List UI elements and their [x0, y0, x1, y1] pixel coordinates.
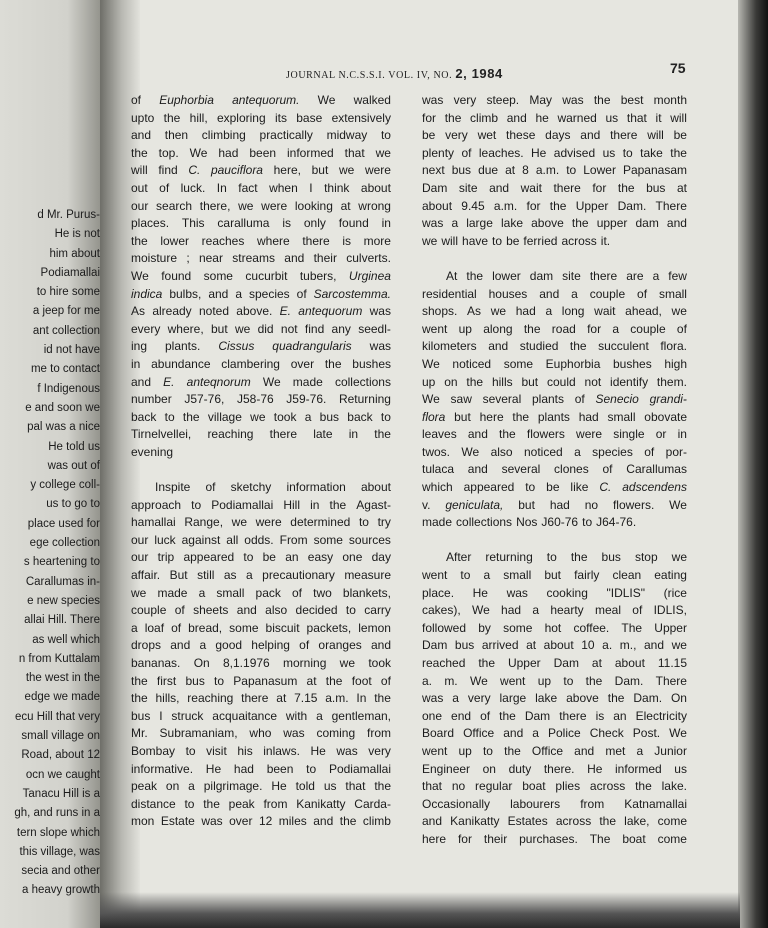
text-line: the hills, reaching there at 7.15 a.m. In the	[131, 691, 391, 706]
text-line: affair. But still as a precautionary measure	[131, 568, 391, 583]
left-page-line: pal was a nice	[27, 421, 100, 434]
text-line: that no regular boat plies across the lake.	[422, 779, 687, 794]
text-column-2	[422, 92, 687, 849]
text-line: couple of sheets and also decided to carry	[131, 603, 391, 618]
left-page-line: n from Kuttalam	[18, 652, 100, 665]
left-page-line: s heartening to	[23, 556, 100, 569]
text-line: went up to the Office and met a Junior	[422, 743, 687, 758]
text-line: shops. As we had a long wait ahead, we	[422, 304, 687, 319]
text-line: number J57-76, J58-76 J59-76. Returning	[131, 392, 391, 407]
left-page-line: He told us	[48, 440, 100, 453]
text-line: we will have to be ferried across it.	[422, 233, 611, 248]
text-line: Inspite of sketchy information about	[155, 480, 391, 495]
text-line: out of luck. In fact when I think about	[131, 180, 391, 195]
left-page-line: Carallumas in-	[25, 575, 100, 588]
left-page-line: Road, about 12	[21, 749, 100, 762]
paragraph-gap	[131, 461, 391, 479]
page-number: 75	[670, 60, 686, 76]
text-line: went up along the road for a couple of	[422, 321, 687, 336]
text-line: bus I struck acquaitance with a gentleman,	[131, 708, 391, 723]
left-page	[0, 0, 112, 928]
text-line: for the climb and he warned us that it will	[422, 110, 687, 125]
text-line: a. m. We went up to the Dam. There	[422, 673, 687, 688]
left-page-text	[0, 206, 100, 901]
text-line: As already noted above. E. antequorum was	[131, 304, 391, 319]
text-line: a loaf of bread, some biscuit packets, lemon	[131, 620, 391, 635]
text-line: about 9.45 a.m. for the Upper Dam. There	[422, 198, 687, 213]
left-page-line: e new species	[27, 594, 100, 607]
text-line: here for their purchases. The boat come	[422, 831, 687, 846]
text-line: flora but here the plants had small obovate	[422, 409, 687, 424]
text-line: made collections Nos J60-76 to J64-76.	[422, 515, 637, 530]
left-page-line: y college coll-	[30, 479, 100, 492]
left-page-line: us to go to	[46, 498, 100, 511]
text-line: and E. anteqnorum We made collections	[131, 374, 391, 389]
text-line: cakes), We had a hearty meal of IDLIS,	[422, 603, 687, 618]
text-line: be very wet these days and there will be	[422, 128, 687, 143]
text-line: We noticed some Euphorbia bushes high	[422, 356, 687, 371]
text-line: our search there, we were looking at wrong	[131, 198, 391, 213]
left-page-line: ocn we caught	[25, 768, 100, 781]
text-line: mon Estate was over 12 miles and the climb	[131, 814, 391, 829]
left-page-line: f Indigenous	[37, 382, 100, 395]
text-line: We saw several plants of Senecio grandi-	[422, 392, 687, 407]
text-line: the lower reaches where there is more	[131, 233, 391, 248]
text-line: residential houses and a couple of small	[422, 286, 687, 301]
left-page-line: a heavy growth	[22, 884, 100, 897]
text-line: place. He was cooking "IDLIS" (rice	[422, 585, 687, 600]
text-line: Tirnelvellei, reaching there late in the	[131, 427, 391, 442]
text-line: was very steep. May was the best month	[422, 93, 687, 107]
text-line: our luck against all odds. From some sources	[131, 532, 391, 547]
left-page-line: gh, and runs in a	[14, 807, 100, 820]
left-page-line: He is not	[54, 228, 100, 241]
left-page-line: ege collection	[29, 537, 100, 550]
text-line: followed by some hot coffee. The Upper	[422, 620, 687, 635]
text-line: evening	[131, 444, 174, 459]
paragraph-gap	[422, 532, 687, 550]
left-page-line: secia and other	[21, 865, 100, 878]
left-page-line: him about	[49, 247, 100, 260]
text-line: moisture ; near streams and their culverts.	[131, 251, 391, 266]
text-line: which appeared to be like C. adscendens	[422, 480, 687, 495]
left-page-line: was out of	[47, 459, 100, 472]
text-line: every where, but we did not find any seedl-	[131, 321, 391, 336]
text-line: Board Office and a Police Check Post. We	[422, 726, 687, 741]
text-line: of Euphorbia antequorum. We walked	[131, 93, 391, 107]
left-page-line: d Mr. Purus-	[37, 209, 100, 221]
left-page-line: ecu Hill that very	[14, 710, 100, 723]
left-page-line: small village on	[21, 730, 100, 743]
text-column-1	[131, 92, 391, 831]
text-line: Dam bus arrived at about 10 a. m., and we	[422, 638, 687, 653]
page-bottom-shadow	[100, 892, 740, 928]
text-line: At the lower dam site there are a few	[446, 268, 687, 283]
left-page-line: ant collection	[32, 324, 100, 337]
page-edge-shadow	[738, 0, 768, 928]
text-line: Occasionally labourers from Katnamallai	[422, 796, 687, 811]
text-line: We found some cucurbit tubers, Urginea	[131, 268, 391, 283]
text-line: ing plants. Cissus quadrangularis was	[131, 339, 391, 354]
text-line: and then climbing practically midway to	[131, 128, 391, 143]
text-line: was a large lake above the upper dam and	[422, 216, 687, 231]
left-page-line: as well which	[32, 633, 100, 646]
text-line: up on the hills but could not identify them.	[422, 374, 687, 389]
text-line: went to a small but fairly clean eating	[422, 568, 687, 583]
running-header	[0, 60, 720, 84]
text-line: one end of the Dam there is an Electricity	[422, 708, 687, 723]
paragraph-gap	[422, 250, 687, 268]
text-line: our trip appeared to be an easy one day	[131, 550, 391, 565]
left-page-line: tern slope which	[16, 826, 100, 839]
text-line: Dam site and wait there for the bus at	[422, 180, 687, 195]
text-line: Bombay to visit his inlaws. He was very	[131, 743, 391, 758]
text-line: leaves and the flowers were single or in	[422, 427, 687, 442]
text-line: in abundance clambering over the bushes	[131, 356, 391, 371]
text-line: tulaca and several clones of Carallumas	[422, 462, 687, 477]
text-line: indica bulbs, and a species of Sarcostemma.	[131, 286, 391, 301]
text-line: and Kanikatty Estates across the lake, come	[422, 814, 687, 829]
text-line: approach to Podiamallai Hill in the Agast-	[131, 497, 391, 512]
text-line: v. geniculata, but had no flowers. We	[422, 497, 687, 512]
text-line: twos. We also noticed a species of por-	[422, 444, 687, 459]
text-line: After returning to the bus stop we	[446, 550, 687, 565]
left-page-line: the west in the	[25, 672, 100, 685]
text-line: the first bus to Papanasum at the foot of	[131, 673, 391, 688]
text-line: back to the village we took a bus back to	[131, 409, 391, 424]
left-page-line: allai Hill. There	[24, 614, 100, 627]
text-line: reached the Upper Dam at about 11.15	[422, 656, 687, 670]
left-page-line: to hire some	[36, 286, 100, 299]
left-page-line: Podiamallai	[40, 266, 100, 279]
text-line: next bus due at 8 a.m. to Lower Papanasam	[422, 163, 687, 178]
text-line: Mr. Subramaniam, who was coming from	[131, 726, 391, 741]
text-line: distance to the peak from Kanikatty Carda-	[131, 796, 391, 811]
left-page-line: e and soon we	[25, 401, 100, 414]
left-page-line: edge we made	[24, 691, 100, 704]
text-line: places. This caralluma is only found in	[131, 216, 391, 231]
left-page-line: me to contact	[30, 363, 100, 376]
text-line: we made a small pack of two blankets,	[131, 585, 391, 600]
journal-title: JOURNAL N.C.S.S.I. VOL. IV, NO. 2, 1984	[286, 66, 503, 81]
text-line: hamallai Range, we were determined to try	[131, 515, 391, 530]
text-line: Engineer on duty there. He informed us	[422, 761, 687, 776]
text-line: informative. He had been to Podiamallai	[131, 761, 391, 776]
text-line: upto the hill, exploring its base extensively	[131, 110, 391, 125]
text-line: drops and a good helping of oranges and	[131, 638, 391, 653]
text-line: will find C. pauciflora here, but we were	[131, 163, 391, 178]
text-line: bananas. On 8,1.1976 morning we took	[131, 656, 391, 670]
text-line: peak on a pilgrimage. He told us that the	[131, 779, 391, 794]
text-line: was a very large lake above the Dam. On	[422, 691, 687, 706]
left-page-line: Tanacu Hill is a	[22, 787, 100, 800]
left-page-line: this village, was	[19, 845, 100, 858]
left-page-line: a jeep for me	[32, 305, 100, 318]
text-line: the top. We had been informed that we	[131, 145, 391, 160]
left-page-line: place used for	[27, 517, 100, 530]
text-line: kilometers and studied the succulent flora.	[422, 339, 687, 354]
text-line: plenty of leaches. He advised us to take the	[422, 145, 687, 160]
left-page-line: id not have	[43, 344, 100, 357]
